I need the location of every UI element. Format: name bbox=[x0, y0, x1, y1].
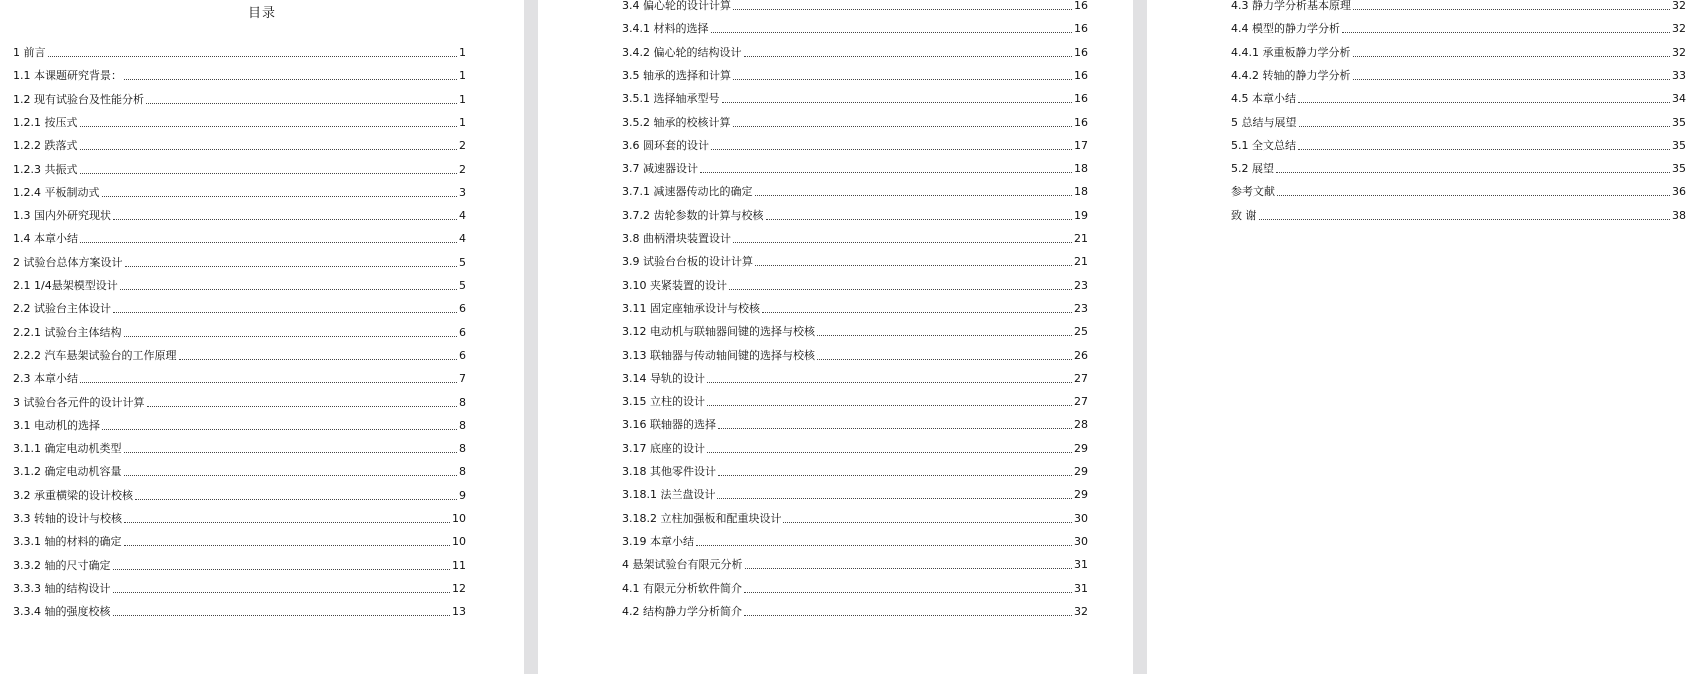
toc-entry-text: 3.7.2 齿轮参数的计算与校核 bbox=[622, 208, 764, 222]
toc-entry-page-number: 12 bbox=[452, 581, 466, 595]
toc-entry-page-number: 35 bbox=[1672, 115, 1686, 129]
toc-entry-page-number: 10 bbox=[452, 535, 466, 549]
toc-dot-leader bbox=[707, 404, 1072, 406]
toc-dot-leader bbox=[700, 171, 1072, 173]
toc-entry[interactable] bbox=[622, 277, 1088, 293]
toc-entry-text: 3.16 联轴器的选择 bbox=[622, 418, 716, 432]
toc-entry[interactable] bbox=[13, 557, 466, 573]
toc-dot-leader bbox=[80, 125, 458, 127]
toc-entry[interactable] bbox=[622, 393, 1088, 409]
toc-entry-text: 3.17 底座的设计 bbox=[622, 441, 705, 455]
toc-entry-page-number: 30 bbox=[1074, 534, 1088, 548]
toc-entry-page-number: 23 bbox=[1074, 278, 1088, 292]
toc-entry-page-number: 23 bbox=[1074, 301, 1088, 315]
toc-dot-leader bbox=[711, 31, 1073, 33]
toc-entry-page-number: 21 bbox=[1074, 255, 1088, 269]
toc-entry[interactable] bbox=[13, 463, 466, 479]
toc-entry[interactable] bbox=[622, 486, 1088, 502]
toc-entry-text: 3.15 立柱的设计 bbox=[622, 395, 705, 409]
toc-entry[interactable] bbox=[622, 323, 1088, 339]
toc-entry-text: 3.7 减速器设计 bbox=[622, 162, 698, 176]
toc-entry-text: 3.5 轴承的选择和计算 bbox=[622, 68, 731, 82]
toc-dot-leader bbox=[1298, 101, 1670, 103]
toc-entry[interactable] bbox=[1231, 20, 1686, 36]
toc-entry-page-number: 8 bbox=[459, 395, 466, 409]
toc-entry-text: 3.4.2 偏心轮的结构设计 bbox=[622, 45, 742, 59]
toc-entry-page-number: 32 bbox=[1672, 45, 1686, 59]
toc-dot-leader bbox=[102, 195, 458, 197]
toc-dot-leader bbox=[755, 264, 1072, 266]
toc-entry-text: 3.8 曲柄滑块装置设计 bbox=[622, 232, 731, 245]
toc-entry-page-number: 33 bbox=[1672, 68, 1686, 82]
toc-entry-text: 3.6 圆环套的设计 bbox=[622, 138, 709, 152]
toc-dot-leader bbox=[113, 614, 451, 616]
toc-dot-leader bbox=[718, 427, 1072, 429]
toc-entry-text: 3.4 偏心轮的设计计算 bbox=[622, 0, 731, 12]
toc-entry[interactable] bbox=[13, 370, 466, 386]
toc-entry-text: 参考文献 bbox=[1231, 185, 1275, 199]
toc-dot-leader bbox=[80, 148, 458, 150]
toc-entry[interactable] bbox=[13, 324, 466, 340]
toc-entry[interactable] bbox=[13, 137, 466, 153]
toc-dot-leader bbox=[744, 614, 1072, 616]
toc-entry[interactable] bbox=[622, 556, 1088, 572]
toc-entry-text: 2.2.2 汽车悬架试验台的工作原理 bbox=[13, 348, 177, 362]
toc-entry-text: 3.3.4 轴的强度校核 bbox=[13, 605, 111, 619]
toc-entry[interactable] bbox=[1231, 137, 1686, 153]
toc-entry-page-number: 4 bbox=[459, 232, 466, 246]
toc-entry[interactable] bbox=[13, 487, 466, 503]
toc-dot-leader bbox=[1277, 194, 1670, 196]
toc-entry[interactable] bbox=[13, 277, 466, 293]
toc-dot-leader bbox=[1259, 218, 1671, 220]
toc-entry[interactable] bbox=[13, 254, 466, 270]
toc-entry[interactable] bbox=[13, 603, 466, 619]
toc-entry[interactable] bbox=[622, 207, 1088, 223]
page-gap bbox=[524, 0, 538, 674]
toc-entry-text: 3.1.2 确定电动机容量 bbox=[13, 465, 122, 479]
toc-entry-page-number: 32 bbox=[1672, 22, 1686, 36]
toc-entry[interactable] bbox=[13, 114, 466, 130]
toc-entry-page-number: 9 bbox=[459, 488, 466, 502]
toc-entry[interactable] bbox=[622, 416, 1088, 432]
toc-entry-text: 3.3 转轴的设计与校核 bbox=[13, 512, 122, 525]
toc-entry[interactable] bbox=[622, 20, 1088, 36]
toc-entry-text: 2.3 本章小结 bbox=[13, 372, 78, 386]
toc-entry-text: 3.3.3 轴的结构设计 bbox=[13, 581, 111, 595]
toc-dot-leader bbox=[147, 405, 458, 407]
toc-entry-page-number: 1 bbox=[459, 92, 466, 106]
toc-entry-text: 3.4.1 材料的选择 bbox=[622, 22, 709, 36]
toc-entry[interactable] bbox=[13, 67, 466, 83]
toc-entry[interactable] bbox=[1231, 90, 1686, 106]
toc-entry-page-number: 3 bbox=[459, 185, 466, 199]
toc-entry-page-number: 5 bbox=[459, 255, 466, 269]
toc-entry[interactable] bbox=[622, 183, 1088, 199]
toc-entry[interactable] bbox=[622, 300, 1088, 316]
toc-entry[interactable] bbox=[1231, 0, 1686, 13]
toc-entry-text: 3.1.1 确定电动机类型 bbox=[13, 442, 122, 456]
toc-entry-text: 1.2.3 共振式 bbox=[13, 162, 78, 176]
toc-dot-leader bbox=[113, 218, 457, 220]
toc-entry-page-number: 7 bbox=[459, 372, 466, 386]
toc-entry-page-number: 27 bbox=[1074, 395, 1088, 409]
toc-dot-leader bbox=[733, 241, 1072, 243]
toc-entry-page-number: 16 bbox=[1074, 115, 1088, 129]
toc-entry-text: 3.9 试验台台板的设计计算 bbox=[622, 255, 753, 269]
toc-entry-page-number: 17 bbox=[1074, 138, 1088, 152]
toc-entry-text: 3.10 夹紧装置的设计 bbox=[622, 278, 727, 292]
toc-dot-leader bbox=[755, 194, 1073, 196]
toc-dot-leader bbox=[817, 334, 1072, 336]
toc-entry-text: 4.3 静力学分析基本原理 bbox=[1231, 0, 1351, 12]
toc-entry-page-number: 6 bbox=[459, 302, 466, 316]
toc-entry[interactable] bbox=[622, 347, 1088, 363]
toc-entry-text: 1.2.1 按压式 bbox=[13, 115, 78, 129]
toc-entry-page-number: 28 bbox=[1074, 418, 1088, 432]
toc-entry-page-number: 11 bbox=[452, 558, 466, 572]
toc-entry-text: 3 试验台各元件的设计计算 bbox=[13, 395, 145, 409]
toc-entry-page-number: 1 bbox=[459, 46, 466, 59]
toc-page-2 bbox=[538, 0, 1133, 674]
toc-entry-text: 3.18 其他零件设计 bbox=[622, 465, 716, 478]
toc-dot-leader bbox=[124, 78, 457, 80]
page-gap bbox=[1133, 0, 1147, 674]
toc-entry[interactable] bbox=[622, 533, 1088, 549]
toc-entry[interactable] bbox=[622, 253, 1088, 269]
toc-dot-leader bbox=[707, 451, 1072, 453]
toc-entry-page-number: 19 bbox=[1074, 208, 1088, 222]
toc-entry[interactable] bbox=[622, 463, 1088, 479]
toc-entry[interactable] bbox=[1231, 67, 1686, 83]
toc-entry-text: 1.3 国内外研究现状 bbox=[13, 209, 111, 223]
toc-entry-text: 2.2.1 试验台主体结构 bbox=[13, 325, 122, 339]
toc-dot-leader bbox=[717, 497, 1072, 499]
toc-dot-leader bbox=[766, 218, 1073, 220]
toc-dot-leader bbox=[124, 521, 450, 523]
toc-dot-leader bbox=[48, 55, 458, 57]
toc-entry-page-number: 25 bbox=[1074, 325, 1088, 339]
toc-entry[interactable] bbox=[622, 90, 1088, 106]
toc-dot-leader bbox=[120, 288, 457, 290]
toc-dot-leader bbox=[80, 241, 457, 243]
toc-entry[interactable] bbox=[13, 91, 466, 107]
toc-entry[interactable] bbox=[622, 0, 1088, 13]
toc-entry-text: 3.2 承重横梁的设计校核 bbox=[13, 488, 133, 502]
toc-dot-leader bbox=[1298, 148, 1670, 150]
toc-entry-page-number: 18 bbox=[1074, 185, 1088, 199]
toc-entry[interactable] bbox=[622, 67, 1088, 83]
toc-dot-leader bbox=[102, 428, 457, 430]
toc-dot-leader bbox=[135, 498, 457, 500]
toc-entry[interactable] bbox=[13, 230, 466, 246]
toc-entry[interactable] bbox=[13, 184, 466, 200]
toc-entry-text: 3.13 联轴器与传动轴间键的选择与校核 bbox=[622, 348, 815, 362]
toc-entry-page-number: 8 bbox=[459, 418, 466, 432]
toc-entry[interactable] bbox=[622, 580, 1088, 596]
toc-entry-page-number: 16 bbox=[1074, 0, 1088, 12]
toc-entry[interactable] bbox=[1231, 114, 1686, 130]
toc-entry-text: 5.2 展望 bbox=[1231, 162, 1274, 176]
toc-entry-text: 4.4.1 承重板静力学分析 bbox=[1231, 45, 1351, 59]
toc-entry[interactable] bbox=[622, 114, 1088, 130]
toc-entry-text: 2 试验台总体方案设计 bbox=[13, 255, 123, 269]
toc-entry-page-number: 32 bbox=[1672, 0, 1686, 12]
toc-entry-page-number: 6 bbox=[459, 348, 466, 362]
toc-dot-leader bbox=[729, 288, 1072, 290]
toc-entry-page-number: 30 bbox=[1074, 511, 1088, 525]
toc-dot-leader bbox=[733, 78, 1072, 80]
toc-entry[interactable] bbox=[13, 417, 466, 433]
toc-entry[interactable] bbox=[622, 44, 1088, 60]
toc-entry[interactable] bbox=[13, 394, 466, 410]
toc-entry-page-number: 31 bbox=[1074, 581, 1088, 595]
toc-entry-text: 4 悬架试验台有限元分析 bbox=[622, 558, 743, 572]
toc-entry-text: 3.18.1 法兰盘设计 bbox=[622, 488, 716, 502]
toc-dot-leader bbox=[80, 381, 457, 383]
toc-dot-leader bbox=[1353, 78, 1671, 80]
toc-dot-leader bbox=[1353, 8, 1670, 10]
toc-entry-page-number: 34 bbox=[1672, 92, 1686, 106]
toc-dot-leader bbox=[733, 8, 1072, 10]
toc-entry-text: 3.7.1 减速器传动比的确定 bbox=[622, 185, 753, 199]
toc-entry-text: 1.2 现有试验台及性能分析 bbox=[13, 92, 144, 106]
toc-dot-leader bbox=[125, 265, 458, 267]
toc-entry-text: 4.4.2 转轴的静力学分析 bbox=[1231, 68, 1351, 82]
toc-dot-leader bbox=[745, 567, 1073, 569]
toc-dot-leader bbox=[1342, 31, 1670, 33]
toc-entry[interactable] bbox=[13, 44, 466, 60]
toc-entry[interactable] bbox=[1231, 160, 1686, 176]
toc-entry-page-number: 10 bbox=[452, 512, 466, 525]
toc-dot-leader bbox=[113, 591, 451, 593]
toc-entry-page-number: 16 bbox=[1074, 45, 1088, 59]
toc-entry[interactable] bbox=[622, 137, 1088, 153]
toc-dot-leader bbox=[718, 474, 1072, 476]
toc-entry-page-number: 2 bbox=[459, 162, 466, 176]
toc-entry-page-number: 29 bbox=[1074, 488, 1088, 502]
toc-entry-page-number: 1 bbox=[459, 69, 466, 83]
toc-entry-page-number: 16 bbox=[1074, 68, 1088, 82]
toc-entry-page-number: 35 bbox=[1672, 138, 1686, 152]
toc-dot-leader bbox=[733, 125, 1073, 127]
toc-entry-text: 3.18.2 立柱加强板和配重块设计 bbox=[622, 511, 782, 525]
toc-dot-leader bbox=[124, 451, 458, 453]
toc-entry-text: 2.2 试验台主体设计 bbox=[13, 302, 111, 316]
toc-dot-leader bbox=[707, 381, 1072, 383]
toc-entry-page-number: 29 bbox=[1074, 441, 1088, 455]
toc-entry-text: 4.2 结构静力学分析简介 bbox=[622, 604, 742, 618]
toc-entry[interactable] bbox=[13, 161, 466, 177]
toc-entry-page-number: 32 bbox=[1074, 604, 1088, 618]
toc-entry[interactable] bbox=[622, 370, 1088, 386]
toc-dot-leader bbox=[744, 55, 1073, 57]
toc-entry[interactable] bbox=[1231, 183, 1686, 199]
toc-entry[interactable] bbox=[622, 230, 1088, 246]
toc-entry-page-number: 6 bbox=[459, 325, 466, 339]
toc-entry-text: 3.5.2 轴承的校核计算 bbox=[622, 115, 731, 129]
toc-entry-text: 致 谢 bbox=[1231, 208, 1257, 222]
toc-dot-leader bbox=[124, 544, 451, 546]
toc-entry[interactable] bbox=[13, 533, 466, 549]
toc-entry-page-number: 13 bbox=[452, 605, 466, 619]
toc-entry[interactable] bbox=[13, 347, 466, 363]
toc-entry-text: 3.11 固定座轴承设计与校核 bbox=[622, 301, 760, 315]
toc-dot-leader bbox=[817, 358, 1072, 360]
toc-entry[interactable] bbox=[13, 580, 466, 596]
toc-entry-page-number: 5 bbox=[459, 279, 466, 292]
toc-entry-text: 4.4 模型的静力学分析 bbox=[1231, 22, 1340, 36]
toc-entry-page-number: 38 bbox=[1672, 208, 1686, 222]
toc-dot-leader bbox=[696, 544, 1072, 546]
toc-entry[interactable] bbox=[622, 510, 1088, 526]
toc-page-3 bbox=[1147, 0, 1686, 674]
toc-entry[interactable] bbox=[13, 440, 466, 456]
toc-dot-leader bbox=[146, 102, 457, 104]
toc-entry[interactable] bbox=[13, 207, 466, 223]
toc-entry-text: 1.1 本课题研究背景： bbox=[13, 69, 122, 83]
toc-title: 目录 bbox=[247, 6, 276, 21]
toc-entry-page-number: 4 bbox=[459, 209, 466, 223]
toc-entry-text: 3.1 电动机的选择 bbox=[13, 418, 100, 432]
toc-dot-leader bbox=[179, 358, 458, 360]
toc-entry[interactable] bbox=[13, 300, 466, 316]
toc-entry[interactable] bbox=[1231, 44, 1686, 60]
toc-entry-text: 3.14 导轨的设计 bbox=[622, 371, 705, 385]
toc-entry-page-number: 8 bbox=[459, 465, 466, 479]
toc-entry-page-number: 1 bbox=[459, 115, 466, 129]
toc-entry-text: 3.3.2 轴的尺寸确定 bbox=[13, 558, 111, 572]
toc-entry[interactable] bbox=[622, 160, 1088, 176]
toc-entry-page-number: 21 bbox=[1074, 232, 1088, 245]
toc-dot-leader bbox=[113, 311, 457, 313]
toc-entry-text: 3.12 电动机与联轴器间键的选择与校核 bbox=[622, 325, 815, 339]
toc-dot-leader bbox=[722, 101, 1073, 103]
toc-entry[interactable] bbox=[1231, 207, 1686, 223]
toc-entry-page-number: 16 bbox=[1074, 92, 1088, 106]
toc-entry-text: 3.5.1 选择轴承型号 bbox=[622, 92, 720, 106]
toc-entry[interactable] bbox=[622, 603, 1088, 619]
toc-dot-leader bbox=[711, 148, 1072, 150]
toc-entry-text: 3.3.1 轴的材料的确定 bbox=[13, 535, 122, 549]
toc-entry-text: 5 总结与展望 bbox=[1231, 115, 1297, 129]
toc-entry-page-number: 18 bbox=[1074, 162, 1088, 176]
toc-entry-page-number: 2 bbox=[459, 139, 466, 153]
toc-entry-page-number: 16 bbox=[1074, 22, 1088, 36]
toc-entry-page-number: 29 bbox=[1074, 465, 1088, 478]
toc-dot-leader bbox=[783, 521, 1072, 523]
toc-entry-text: 1 前言 bbox=[13, 46, 46, 59]
toc-entry-text: 4.5 本章小结 bbox=[1231, 92, 1296, 106]
toc-entry-text: 1.2.4 平板制动式 bbox=[13, 185, 100, 199]
toc-entry-text: 4.1 有限元分析软件简介 bbox=[622, 581, 742, 595]
toc-dot-leader bbox=[1299, 125, 1671, 127]
toc-entry-page-number: 35 bbox=[1672, 162, 1686, 176]
toc-entry-text: 3.19 本章小结 bbox=[622, 534, 694, 548]
toc-entry[interactable] bbox=[13, 510, 466, 526]
toc-dot-leader bbox=[744, 591, 1072, 593]
toc-dot-leader bbox=[124, 335, 458, 337]
toc-dot-leader bbox=[113, 568, 451, 570]
toc-entry-page-number: 8 bbox=[459, 442, 466, 456]
toc-entry-text: 2.1 1/4悬架模型设计 bbox=[13, 279, 118, 292]
toc-dot-leader bbox=[1276, 171, 1670, 173]
toc-entry-text: 1.2.2 跌落式 bbox=[13, 139, 78, 153]
toc-entry-page-number: 26 bbox=[1074, 348, 1088, 362]
toc-dot-leader bbox=[80, 172, 458, 174]
toc-page-1 bbox=[0, 0, 524, 674]
toc-entry[interactable] bbox=[622, 440, 1088, 456]
toc-entry-page-number: 36 bbox=[1672, 185, 1686, 199]
toc-entry-page-number: 27 bbox=[1074, 371, 1088, 385]
toc-entry-page-number: 31 bbox=[1074, 558, 1088, 572]
toc-dot-leader bbox=[124, 474, 458, 476]
toc-entry-text: 5.1 全文总结 bbox=[1231, 138, 1296, 152]
toc-entry-text: 1.4 本章小结 bbox=[13, 232, 78, 246]
toc-dot-leader bbox=[762, 311, 1072, 313]
toc-dot-leader bbox=[1353, 55, 1671, 57]
